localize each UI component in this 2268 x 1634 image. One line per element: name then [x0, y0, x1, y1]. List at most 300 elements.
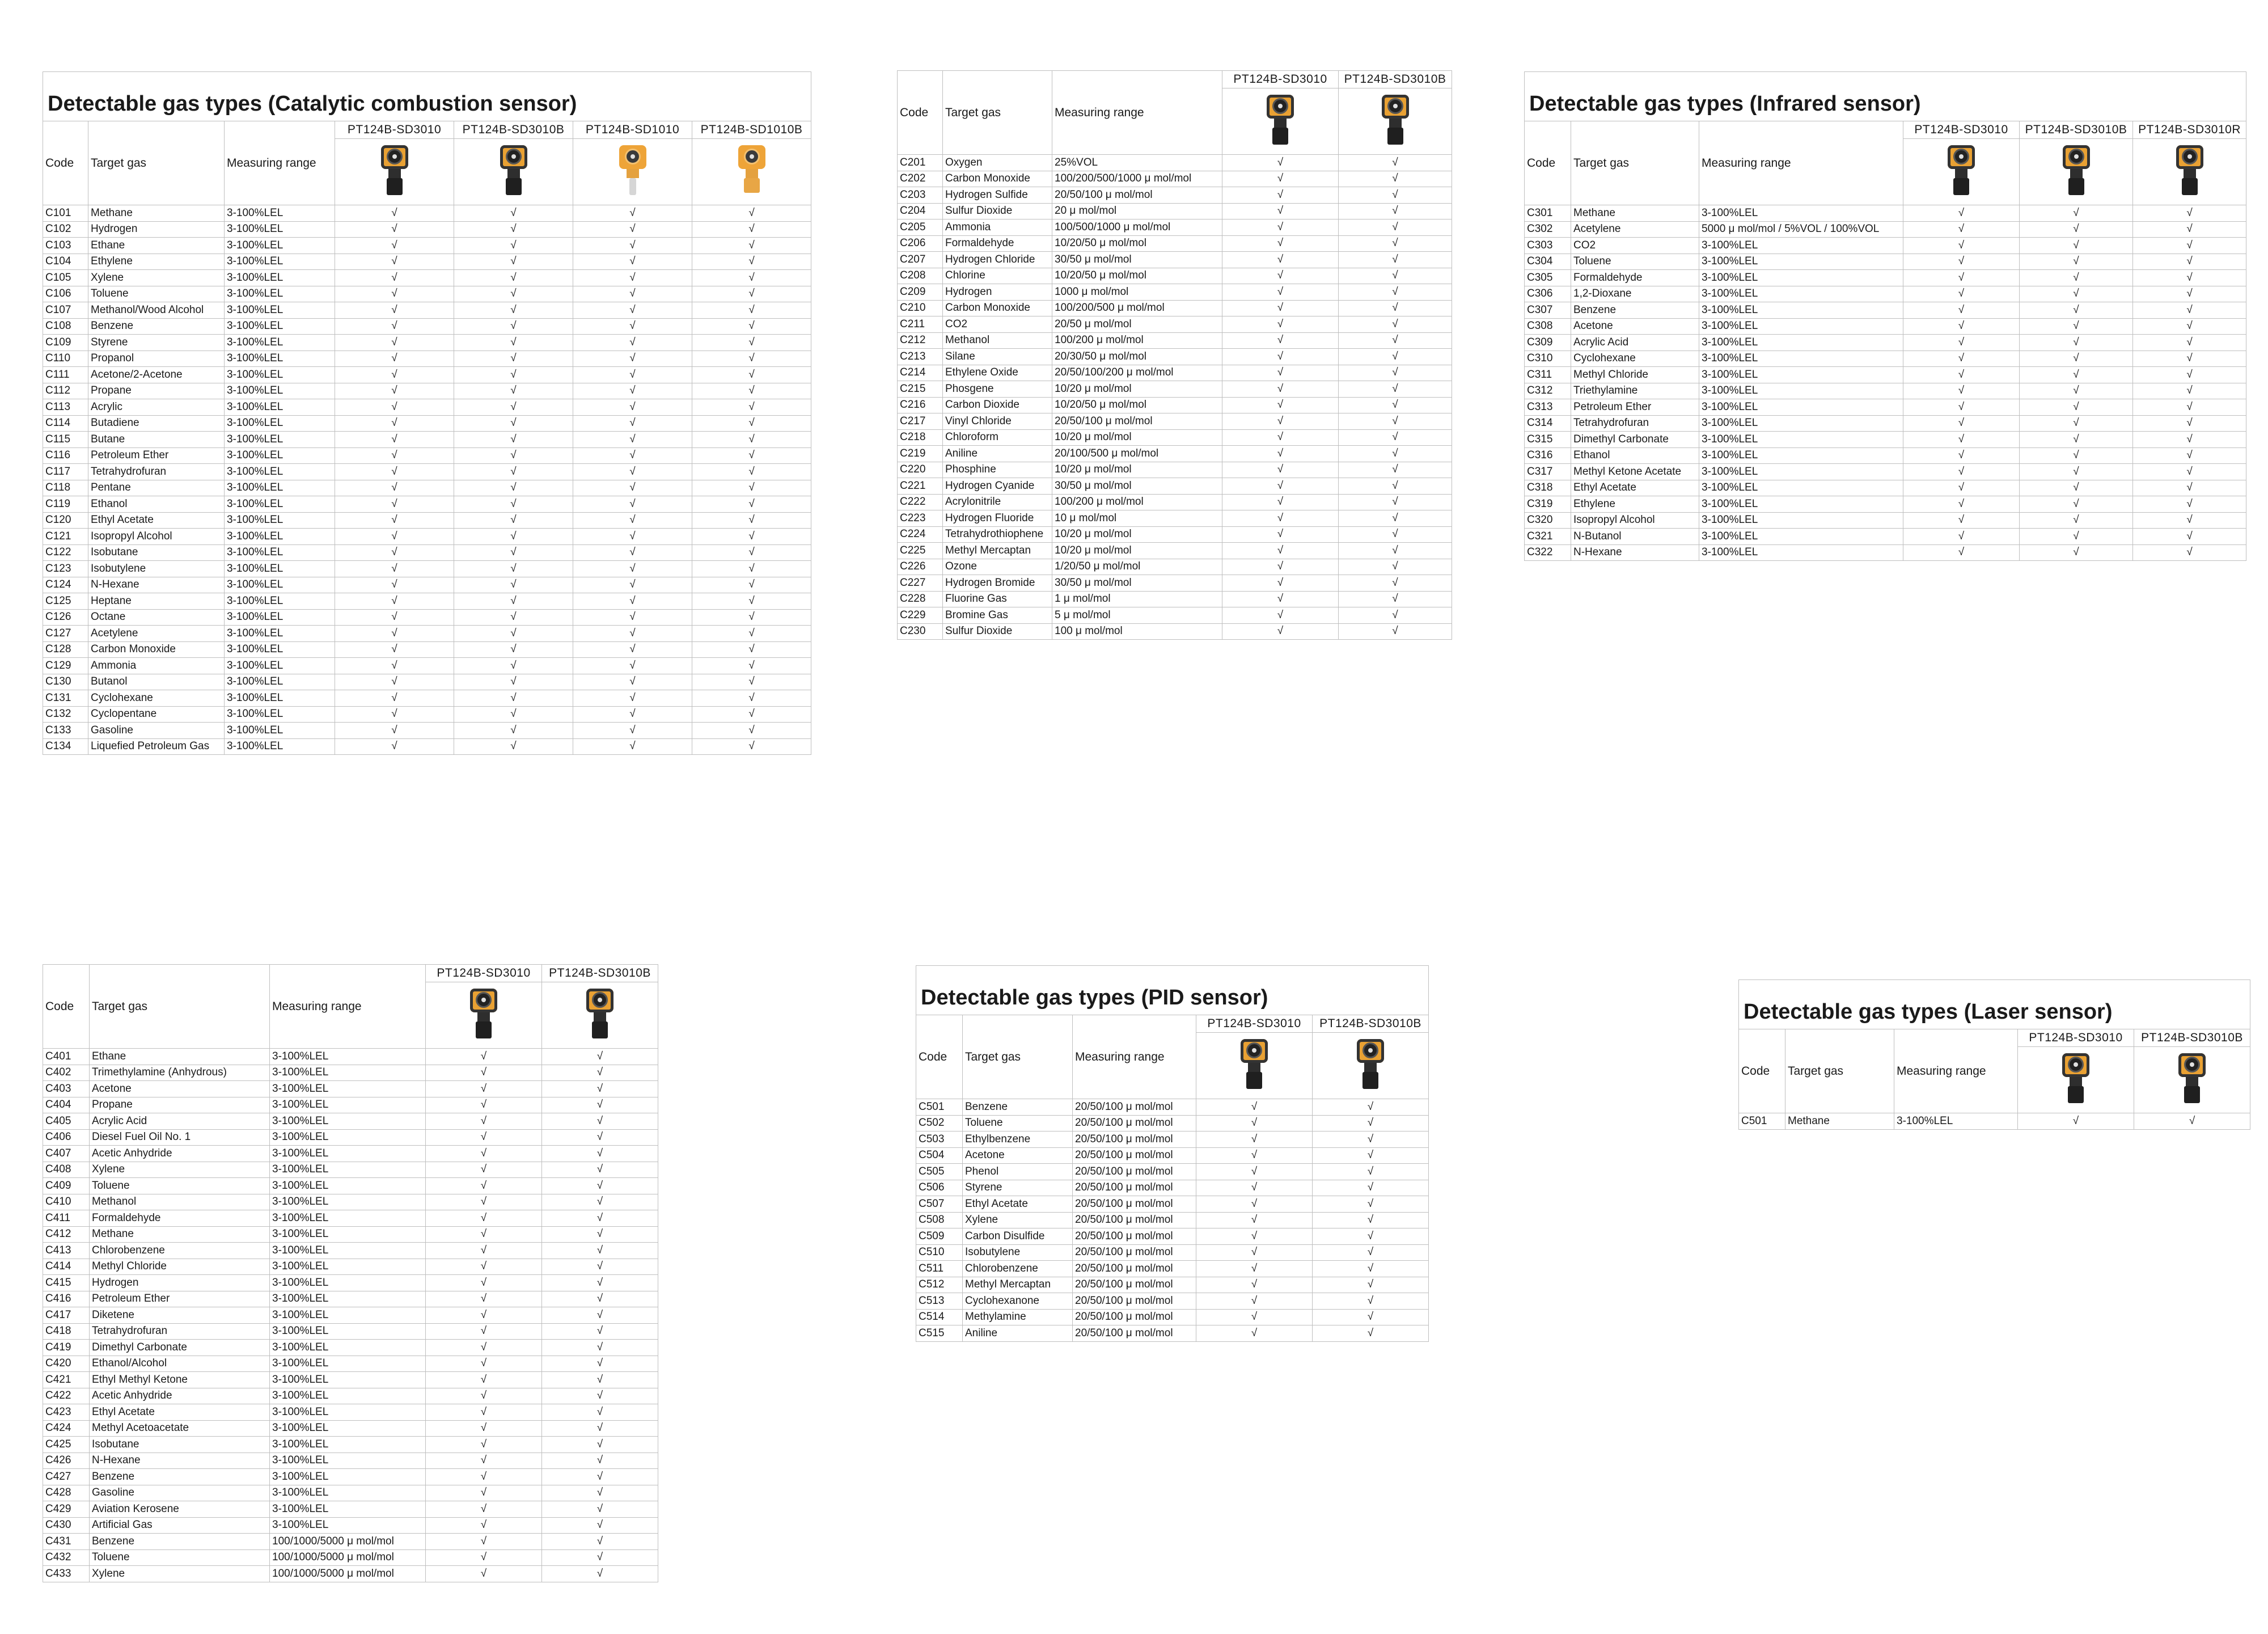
check-mark: √	[454, 561, 573, 577]
gas-name: Methane	[1571, 205, 1699, 222]
gas-name: Ethanol	[1571, 447, 1699, 464]
check-mark: √	[692, 302, 811, 319]
table-row	[43, 1485, 658, 1501]
gas-name: Ammonia	[88, 658, 225, 674]
model-image-cell	[573, 139, 692, 205]
model-image-cell	[2018, 1047, 2134, 1113]
check-mark: √	[454, 318, 573, 335]
check-mark: √	[426, 1243, 542, 1259]
gas-name: Styrene	[963, 1180, 1073, 1196]
gas-code: C108	[43, 318, 88, 335]
check-mark: √	[542, 1323, 658, 1340]
check-mark: √	[692, 658, 811, 674]
gas-code: C313	[1525, 399, 1571, 416]
check-mark: √	[573, 723, 692, 739]
check-mark: √	[2020, 464, 2133, 480]
measuring-range: 100/200 μ mol/mol	[1052, 332, 1222, 349]
gas-name: CO2	[943, 316, 1052, 333]
table-row	[898, 559, 1452, 575]
check-mark: √	[1222, 446, 1339, 462]
gas-name: Cyclopentane	[88, 706, 225, 723]
gas-name: Petroleum Ether	[1571, 399, 1699, 416]
gas-code: C116	[43, 447, 88, 464]
measuring-range: 20/30/50 μ mol/mol	[1052, 349, 1222, 365]
gas-code: C218	[898, 429, 943, 446]
check-mark: √	[1313, 1115, 1429, 1131]
gas-code: C205	[898, 219, 943, 236]
measuring-range: 3-100%LEL	[1699, 302, 1903, 319]
model-image-cell	[335, 139, 454, 205]
table-row	[43, 464, 811, 480]
gas-code: C416	[43, 1291, 90, 1307]
gas-detector-icon	[498, 142, 530, 199]
gas-code: C513	[916, 1293, 963, 1310]
measuring-range: 3-100%LEL	[270, 1388, 426, 1404]
check-mark: √	[1222, 607, 1339, 624]
check-mark: √	[426, 1307, 542, 1324]
gas-name: Ethane	[88, 238, 225, 254]
measuring-range: 3-100%LEL	[270, 1323, 426, 1340]
check-mark: √	[1339, 300, 1452, 316]
table-row	[898, 171, 1452, 187]
gas-code: C318	[1525, 480, 1571, 496]
check-mark: √	[335, 609, 454, 626]
gas-name: Phosgene	[943, 381, 1052, 398]
table-row	[43, 1081, 658, 1097]
gas-code: C502	[916, 1115, 963, 1131]
check-mark: √	[2020, 286, 2133, 302]
gas-code: C316	[1525, 447, 1571, 464]
check-mark: √	[335, 254, 454, 270]
check-mark: √	[426, 1226, 542, 1243]
check-mark: √	[1903, 367, 2020, 383]
check-mark: √	[1903, 221, 2020, 238]
check-mark: √	[454, 480, 573, 496]
gas-detector-icon	[584, 985, 616, 1042]
code-header: Code	[1739, 1029, 1785, 1113]
table-row	[916, 1196, 1429, 1213]
check-mark: √	[542, 1226, 658, 1243]
check-mark: √	[2133, 529, 2246, 545]
measuring-range: 3-100%LEL	[225, 641, 335, 658]
check-mark: √	[542, 1162, 658, 1178]
check-mark: √	[1339, 510, 1452, 527]
check-mark: √	[1313, 1164, 1429, 1180]
gas-code: C203	[898, 187, 943, 204]
table-row	[43, 544, 811, 561]
gas-name: Acrylic Acid	[1571, 335, 1699, 351]
gas-code: C207	[898, 252, 943, 268]
gas-code: C403	[43, 1081, 90, 1097]
check-mark: √	[1196, 1212, 1313, 1228]
check-mark: √	[1903, 238, 2020, 254]
measuring-range: 3-100%LEL	[270, 1517, 426, 1534]
check-mark: √	[335, 464, 454, 480]
gas-name: Silane	[943, 349, 1052, 365]
gas-code: C506	[916, 1180, 963, 1196]
check-mark: √	[692, 723, 811, 739]
check-mark: √	[335, 351, 454, 367]
gas-code: C112	[43, 383, 88, 399]
target-gas-header: Target gas	[88, 121, 225, 205]
check-mark: √	[692, 706, 811, 723]
gas-name: Ethylene Oxide	[943, 365, 1052, 381]
measuring-range: 20/50/100 μ mol/mol	[1073, 1212, 1196, 1228]
check-mark: √	[1313, 1261, 1429, 1277]
table-row	[43, 432, 811, 448]
table-row	[43, 1226, 658, 1243]
table-row	[43, 561, 811, 577]
check-mark: √	[2020, 318, 2133, 335]
measuring-range: 20/50/100 μ mol/mol	[1073, 1228, 1196, 1245]
measuring-range: 3-100%LEL	[1699, 335, 1903, 351]
measuring-range: 3-100%LEL	[1699, 432, 1903, 448]
measuring-range: 30/50 μ mol/mol	[1052, 252, 1222, 268]
measuring-range: 3-100%LEL	[270, 1404, 426, 1421]
gas-name: Dimethyl Carbonate	[90, 1340, 270, 1356]
check-mark: √	[2020, 335, 2133, 351]
check-mark: √	[1339, 381, 1452, 398]
gas-code: C106	[43, 286, 88, 302]
table-row	[898, 575, 1452, 592]
measuring-range: 3-100%LEL	[1699, 415, 1903, 432]
measuring-range: 20/50/100 μ mol/mol	[1073, 1147, 1196, 1164]
check-mark: √	[2133, 302, 2246, 319]
gas-code: C217	[898, 413, 943, 430]
measuring-range: 3-100%LEL	[270, 1307, 426, 1324]
table-row	[43, 415, 811, 432]
check-mark: √	[426, 1566, 542, 1582]
table-row	[898, 607, 1452, 624]
measuring-range: 3-100%LEL	[270, 1259, 426, 1275]
check-mark: √	[1222, 171, 1339, 187]
table-row	[916, 1277, 1429, 1293]
table-row	[43, 205, 811, 222]
gas-detector-icon	[1238, 1036, 1270, 1092]
check-mark: √	[454, 641, 573, 658]
measuring-range: 3-100%LEL	[225, 626, 335, 642]
gas-name: Hydrogen Chloride	[943, 252, 1052, 268]
check-mark: √	[426, 1485, 542, 1501]
model-image-cell	[1196, 1033, 1313, 1099]
measuring-range: 20/50/100 μ mol/mol	[1073, 1115, 1196, 1131]
table-row	[916, 1180, 1429, 1196]
measuring-range-header: Measuring range	[1052, 71, 1222, 155]
table-row	[1525, 512, 2246, 529]
gas-code: C129	[43, 658, 88, 674]
check-mark: √	[335, 626, 454, 642]
check-mark: √	[2133, 447, 2246, 464]
gas-name: Toluene	[88, 286, 225, 302]
check-mark: √	[573, 690, 692, 707]
table-row	[43, 674, 811, 690]
check-mark: √	[426, 1146, 542, 1162]
gas-name: Formaldehyde	[90, 1210, 270, 1227]
check-mark: √	[1222, 623, 1339, 640]
gas-code: C128	[43, 641, 88, 658]
gas-code: C511	[916, 1261, 963, 1277]
check-mark: √	[573, 561, 692, 577]
gas-name: Chlorobenzene	[90, 1243, 270, 1259]
table-row	[1525, 335, 2246, 351]
check-mark: √	[426, 1340, 542, 1356]
gas-code: C208	[898, 268, 943, 284]
code-header: Code	[1525, 121, 1571, 205]
table-row	[43, 723, 811, 739]
check-mark: √	[454, 415, 573, 432]
check-mark: √	[426, 1081, 542, 1097]
check-mark: √	[426, 1129, 542, 1146]
check-mark: √	[1339, 429, 1452, 446]
table-row	[1525, 351, 2246, 367]
gas-name: Acetylene	[1571, 221, 1699, 238]
table-row	[898, 316, 1452, 333]
gas-name: Hydrogen	[90, 1275, 270, 1291]
check-mark: √	[1339, 365, 1452, 381]
check-mark: √	[335, 706, 454, 723]
check-mark: √	[1339, 526, 1452, 543]
gas-name: Ethylbenzene	[963, 1131, 1073, 1148]
check-mark: √	[542, 1549, 658, 1566]
measuring-range: 3-100%LEL	[225, 464, 335, 480]
gas-code: C312	[1525, 383, 1571, 399]
model-name: PT124B-SD3010	[1196, 1015, 1313, 1033]
measuring-range: 3-100%LEL	[1699, 529, 1903, 545]
gas-name: Methanol	[943, 332, 1052, 349]
measuring-range: 3-100%LEL	[1699, 464, 1903, 480]
gas-name: Hydrogen	[943, 284, 1052, 301]
table-row	[43, 1404, 658, 1421]
measuring-range: 3-100%LEL	[270, 1097, 426, 1113]
check-mark: √	[1313, 1309, 1429, 1325]
gas-name: Tetrahydrofuran	[88, 464, 225, 480]
check-mark: √	[542, 1081, 658, 1097]
gas-name: Hydrogen Sulfide	[943, 187, 1052, 204]
table-row	[916, 1115, 1429, 1131]
table-row	[1525, 286, 2246, 302]
check-mark: √	[542, 1307, 658, 1324]
measuring-range: 3-100%LEL	[225, 480, 335, 496]
measuring-range: 3-100%LEL	[1699, 399, 1903, 416]
gas-name: Toluene	[90, 1178, 270, 1194]
table-row	[898, 365, 1452, 381]
gas-code: C509	[916, 1228, 963, 1245]
gas-code: C514	[916, 1309, 963, 1325]
check-mark: √	[335, 690, 454, 707]
gas-detector-icon	[379, 142, 411, 199]
gas-name: Phosphine	[943, 462, 1052, 478]
check-mark: √	[542, 1437, 658, 1453]
model-name: PT124B-SD3010	[426, 965, 542, 982]
gas-name: Fluorine Gas	[943, 591, 1052, 607]
model-image-cell	[454, 139, 573, 205]
measuring-range: 3-100%LEL	[225, 415, 335, 432]
measuring-range: 1/20/50 μ mol/mol	[1052, 559, 1222, 575]
measuring-range: 10/20/50 μ mol/mol	[1052, 397, 1222, 413]
check-mark: √	[426, 1356, 542, 1372]
gas-name: Toluene	[1571, 254, 1699, 270]
gas-name: Methyl Mercaptan	[943, 543, 1052, 559]
gas-code: C307	[1525, 302, 1571, 319]
gas-name: N-Hexane	[88, 577, 225, 593]
check-mark: √	[2020, 399, 2133, 416]
measuring-range: 3-100%LEL	[1699, 205, 1903, 222]
gas-code: C114	[43, 415, 88, 432]
check-mark: √	[2020, 351, 2133, 367]
gas-name: Acetylene	[88, 626, 225, 642]
table-row	[898, 446, 1452, 462]
table-title: Detectable gas types (Laser sensor)	[1739, 980, 2250, 1029]
measuring-range: 3-100%LEL	[225, 335, 335, 351]
check-mark: √	[573, 609, 692, 626]
gas-name: Toluene	[963, 1115, 1073, 1131]
gas-name: Methanol/Wood Alcohol	[88, 302, 225, 319]
table-row	[43, 1420, 658, 1437]
table-row	[1525, 254, 2246, 270]
check-mark: √	[692, 641, 811, 658]
table-row	[43, 399, 811, 416]
table-row	[916, 1244, 1429, 1261]
check-mark: √	[454, 367, 573, 383]
check-mark: √	[542, 1534, 658, 1550]
table-title: Detectable gas types (Infrared sensor)	[1525, 72, 2246, 121]
gas-code: C119	[43, 496, 88, 513]
check-mark: √	[1222, 332, 1339, 349]
check-mark: √	[542, 1049, 658, 1065]
gas-name: Isopropyl Alcohol	[1571, 512, 1699, 529]
gas-code: C212	[898, 332, 943, 349]
check-mark: √	[573, 496, 692, 513]
table-row	[43, 1146, 658, 1162]
gas-code: C102	[43, 221, 88, 238]
measuring-range: 3-100%LEL	[1894, 1113, 2018, 1130]
check-mark: √	[335, 674, 454, 690]
check-mark: √	[1339, 252, 1452, 268]
measuring-range: 3-100%LEL	[225, 544, 335, 561]
check-mark: √	[542, 1517, 658, 1534]
check-mark: √	[2133, 415, 2246, 432]
check-mark: √	[1339, 219, 1452, 236]
table-row	[43, 1162, 658, 1178]
gas-name: Formaldehyde	[1571, 270, 1699, 286]
gas-detector-icon	[2176, 1050, 2208, 1107]
table-row	[43, 1469, 658, 1485]
check-mark: √	[426, 1469, 542, 1485]
check-mark: √	[1222, 203, 1339, 219]
model-image-cell	[2133, 139, 2246, 205]
gas-code: C301	[1525, 205, 1571, 222]
gas-code: C134	[43, 738, 88, 755]
table-row	[43, 1291, 658, 1307]
gas-code: C210	[898, 300, 943, 316]
gas-detector-icon	[1355, 1036, 1386, 1092]
measuring-range: 3-100%LEL	[270, 1162, 426, 1178]
check-mark: √	[1339, 559, 1452, 575]
table-row	[43, 1356, 658, 1372]
table-row	[43, 1307, 658, 1324]
check-mark: √	[573, 641, 692, 658]
gas-name: Ethane	[90, 1049, 270, 1065]
gas-name: 1,2-Dioxane	[1571, 286, 1699, 302]
check-mark: √	[692, 383, 811, 399]
gas-code: C305	[1525, 270, 1571, 286]
table-row	[43, 1388, 658, 1404]
measuring-range: 3-100%LEL	[225, 399, 335, 416]
measuring-range: 10/20 μ mol/mol	[1052, 381, 1222, 398]
table-row	[43, 593, 811, 610]
check-mark: √	[1339, 203, 1452, 219]
gas-code: C311	[1525, 367, 1571, 383]
check-mark: √	[454, 351, 573, 367]
check-mark: √	[2133, 464, 2246, 480]
measuring-range: 10/20/50 μ mol/mol	[1052, 235, 1222, 252]
table-row	[43, 658, 811, 674]
gas-name: Gasoline	[90, 1485, 270, 1501]
check-mark: √	[426, 1501, 542, 1518]
gas-name: Vinyl Chloride	[943, 413, 1052, 430]
gas-name: Octane	[88, 609, 225, 626]
table-row	[43, 480, 811, 496]
table-row	[1525, 399, 2246, 416]
measuring-range: 3-100%LEL	[270, 1226, 426, 1243]
gas-code: C230	[898, 623, 943, 640]
measuring-range: 3-100%LEL	[270, 1243, 426, 1259]
check-mark: √	[335, 480, 454, 496]
gas-name: Trimethylamine (Anhydrous)	[90, 1065, 270, 1081]
gas-name: Phenol	[963, 1164, 1073, 1180]
check-mark: √	[573, 270, 692, 286]
measuring-range: 10/20 μ mol/mol	[1052, 429, 1222, 446]
check-mark: √	[1196, 1147, 1313, 1164]
check-mark: √	[2020, 512, 2133, 529]
table-row	[43, 1097, 658, 1113]
gas-code: C229	[898, 607, 943, 624]
model-image-cell	[542, 982, 658, 1049]
check-mark: √	[542, 1372, 658, 1388]
target-gas-header: Target gas	[1785, 1029, 1894, 1113]
gas-code: C223	[898, 510, 943, 527]
measuring-range: 100/200/500/1000 μ mol/mol	[1052, 171, 1222, 187]
check-mark: √	[1903, 496, 2020, 513]
check-mark: √	[2020, 383, 2133, 399]
gas-name: Petroleum Ether	[88, 447, 225, 464]
gas-name: Isobutylene	[963, 1244, 1073, 1261]
table-row	[898, 510, 1452, 527]
check-mark: √	[573, 432, 692, 448]
check-mark: √	[1222, 284, 1339, 301]
check-mark: √	[2133, 335, 2246, 351]
table-row	[1525, 464, 2246, 480]
table-row	[43, 609, 811, 626]
gas-name: Butane	[88, 432, 225, 448]
check-mark: √	[335, 302, 454, 319]
table-row	[916, 1099, 1429, 1116]
table-row	[916, 1147, 1429, 1164]
table-row	[1525, 205, 2246, 222]
check-mark: √	[426, 1534, 542, 1550]
table-row	[43, 690, 811, 707]
check-mark: √	[1313, 1131, 1429, 1148]
check-mark: √	[1222, 397, 1339, 413]
check-mark: √	[454, 706, 573, 723]
check-mark: √	[692, 415, 811, 432]
measuring-range: 100/1000/5000 μ mol/mol	[270, 1566, 426, 1582]
gas-code: C220	[898, 462, 943, 478]
check-mark: √	[454, 221, 573, 238]
check-mark: √	[2133, 496, 2246, 513]
check-mark: √	[542, 1453, 658, 1469]
gas-code: C412	[43, 1226, 90, 1243]
